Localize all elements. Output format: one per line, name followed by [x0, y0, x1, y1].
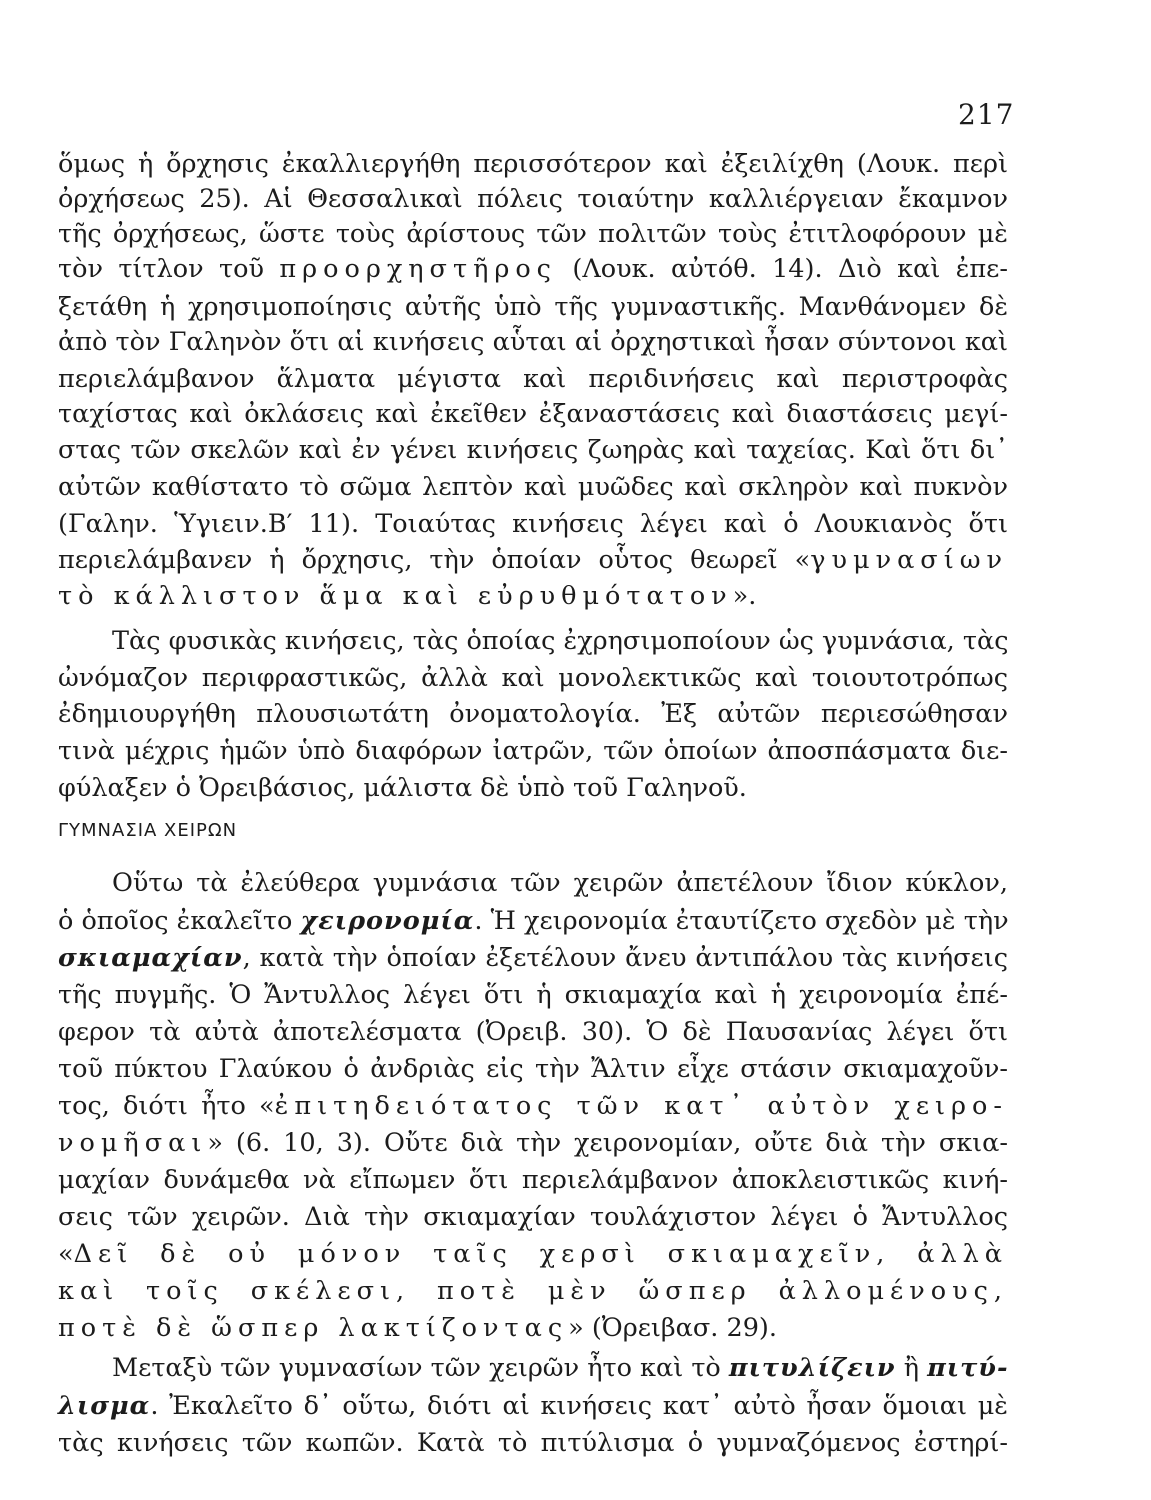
text-line: στας τῶν σκελῶν καὶ ἐν γένει κινήσεις ζωηρὰς καὶ ταχείας. Καὶ ὅτι δι᾽ — [58, 435, 1008, 465]
text-line: τῆς πυγμῆς. Ὁ Ἄντυλλος λέγει ὅτι ἡ σκιαμαχία καὶ ἡ χειρονομία ἐπέ- — [58, 980, 1008, 1010]
text-span: . Ἐκαλεῖτο δ᾽ οὕτω, διότι αἱ κινήσεις κατ᾽ αὐτὸ ἦσαν ὅμοιαι μὲ — [150, 1391, 1008, 1421]
text-span: περιελάμβανεν ἡ ὄρχησις, τὴν ὁποίαν οὗτος θεωρεῖ « — [58, 545, 811, 575]
bold-term: σκιαμαχίαν — [58, 943, 243, 973]
text-span: (Λουκ. αὐτόθ. 14). Διὸ καὶ ἐπε- — [572, 254, 1008, 284]
spaced-quote: Δεῖ δὲ οὐ μόνον ταῖς χερσὶ σκιαμαχεῖν, ἀλλὰ — [73, 1239, 1008, 1269]
spaced-quote: ἐπιτηδειότατος τῶν κατ᾽ αὐτὸν χειρο- — [274, 1091, 1009, 1121]
bold-term: χειρονομία — [300, 906, 475, 936]
text-line — [58, 941, 1008, 975]
text-span: » (6. 10, 3). Οὔτε διὰ τὴν χειρονομίαν, οὔτε διὰ τὴν σκια- — [207, 1128, 1008, 1158]
text-line: τινὰ μέχρις ἡμῶν ὑπὸ διαφόρων ἰατρῶν, τῶν ὁποίων ἀποσπάσματα διε- — [58, 736, 1008, 766]
spaced-quote: γυμνασίων — [810, 545, 1008, 575]
text-line — [58, 1126, 1008, 1160]
text-line: μαχίαν δυνάμεθα νὰ εἴπωμεν ὅτι περιελάμβανον ἀποκλειστικῶς κινή- — [58, 1165, 1008, 1195]
text-line: περιελάμβανον ἅλματα μέγιστα καὶ περιδινήσεις καὶ περιστροφὰς — [58, 364, 1008, 394]
text-line: σεις τῶν χειρῶν. Διὰ τὴν σκιαμαχίαν τουλάχιστον λέγει ὁ Ἄντυλλος — [58, 1202, 1008, 1232]
text-span: τὸν τίτλον τοῦ — [58, 254, 264, 284]
text-line: ἐδημιουργήθη πλουσιωτάτη ὀνοματολογία. Ἐξ αὐτῶν περιεσώθησαν — [58, 699, 1008, 729]
text-line — [58, 543, 1008, 577]
text-line — [58, 904, 1008, 938]
text-line: Οὕτω τὰ ἐλεύθερα γυμνάσια τῶν χειρῶν ἀπετέλουν ἴδιον κύκλον, — [112, 868, 1008, 898]
bold-term: πιτύ- — [927, 1353, 1009, 1383]
text-span: « — [58, 1239, 74, 1269]
text-line: ὅμως ἡ ὄρχησις ἐκαλλιεργήθη περισσότερον καὶ ἐξειλίχθη (Λουκ. περὶ — [58, 149, 1008, 179]
text-span: ». — [732, 581, 757, 611]
spaced-quote: ποτὲ δὲ ὥσπερ λακτίζοντας — [58, 1313, 569, 1343]
spaced-term: προορχηστῆρος — [279, 254, 557, 284]
text-line — [112, 1351, 1008, 1385]
spaced-quote: νομῆσαι — [58, 1128, 208, 1158]
text-line: (Γαλην. Ὑγιειν.Β′ 11). Τοιαύτας κινήσεις λέγει καὶ ὁ Λουκιανὸς ὅτι — [58, 509, 1008, 539]
text-span: τος, διότι ἦτο « — [58, 1091, 275, 1121]
text-line: ξετάθη ἡ χρησιμοποίησις αὐτῆς ὑπὸ τῆς γυμναστικῆς. Μανθάνομεν δὲ — [58, 292, 1008, 322]
text-line: τὰς κινήσεις τῶν κωπῶν. Κατὰ τὸ πιτύλισμα ὁ γυμναζόμενος ἐστηρί- — [58, 1428, 1008, 1458]
spaced-quote: καὶ τοῖς σκέλεσι, ποτὲ μὲν ὥσπερ ἀλλομένους, — [58, 1276, 1008, 1306]
text-line: ὀρχήσεως 25). Αἱ Θεσσαλικαὶ πόλεις τοιαύτην καλλιέργειαν ἔκαμνον — [58, 184, 1008, 214]
text-span: » (Ὀρειβασ. 29). — [568, 1313, 777, 1343]
text-line: Τὰς φυσικὰς κινήσεις, τὰς ὁποίας ἐχρησιμοποίουν ὡς γυμνάσια, τὰς — [112, 626, 1009, 656]
text-line: αὐτῶν καθίστατο τὸ σῶμα λεπτὸν καὶ μυῶδες καὶ σκληρὸν καὶ πυκνὸν — [58, 472, 1008, 502]
text-line — [58, 1089, 1008, 1123]
text-line: ἀπὸ τὸν Γαληνὸν ὅτι αἱ κινήσεις αὗται αἱ ὀρχηστικαὶ ἦσαν σύντονοι καὶ — [58, 327, 1008, 357]
page-number: 217 — [958, 98, 1015, 131]
text-line: ὠνόμαζον περιφραστικῶς, ἀλλὰ καὶ μονολεκτικῶς καὶ τοιουτοτρόπως — [58, 663, 1008, 693]
text-line: τῆς ὀρχήσεως, ὥστε τοὺς ἀρίστους τῶν πολιτῶν τοὺς ἐτιτλοφόρουν μὲ — [58, 219, 1008, 249]
text-span: ὁ ὁποῖος ἐκαλεῖτο — [58, 906, 293, 936]
text-line — [58, 1237, 1008, 1271]
text-line: φερον τὰ αὐτὰ ἀποτελέσματα (Ὀρειβ. 30). Ὁ δὲ Παυσανίας λέγει ὅτι — [58, 1017, 1008, 1047]
bold-term: λισμα — [58, 1391, 151, 1421]
text-line — [58, 1311, 1008, 1345]
text-line: ταχίστας καὶ ὀκλάσεις καὶ ἐκεῖθεν ἐξαναστάσεις καὶ διαστάσεις μεγί- — [58, 399, 1008, 429]
text-line — [58, 1274, 1008, 1308]
text-line — [58, 579, 1008, 613]
text-span: ἢ — [903, 1353, 919, 1383]
text-line: τοῦ πύκτου Γλαύκου ὁ ἀνδριὰς εἰς τὴν Ἄλτιν εἶχε στάσιν σκιαμαχοῦν- — [58, 1054, 1008, 1084]
spaced-quote: τὸ κάλλιστον ἅμα καὶ εὐρυθμότατον — [58, 581, 733, 611]
text-span: , κατὰ τὴν ὁποίαν ἐξετέλουν ἄνευ ἀντιπάλου τὰς κινήσεις — [242, 943, 1008, 973]
text-line — [58, 1389, 1008, 1423]
text-span: . Ἡ χειρονομία ἐταυτίζετο σχεδὸν μὲ τὴν — [474, 906, 1009, 936]
text-line: φύλαξεν ὁ Ὀρειβάσιος, μάλιστα δὲ ὑπὸ τοῦ Γαληνοῦ. — [58, 773, 747, 803]
section-heading: ΓΥΜΝΑΣΙΑ ΧΕΙΡΩΝ — [58, 820, 238, 841]
text-line — [58, 252, 1008, 286]
bold-term: πιτυλίζειν — [728, 1353, 896, 1383]
text-span: Μεταξὺ τῶν γυμνασίων τῶν χειρῶν ἦτο καὶ τὸ — [112, 1353, 721, 1383]
